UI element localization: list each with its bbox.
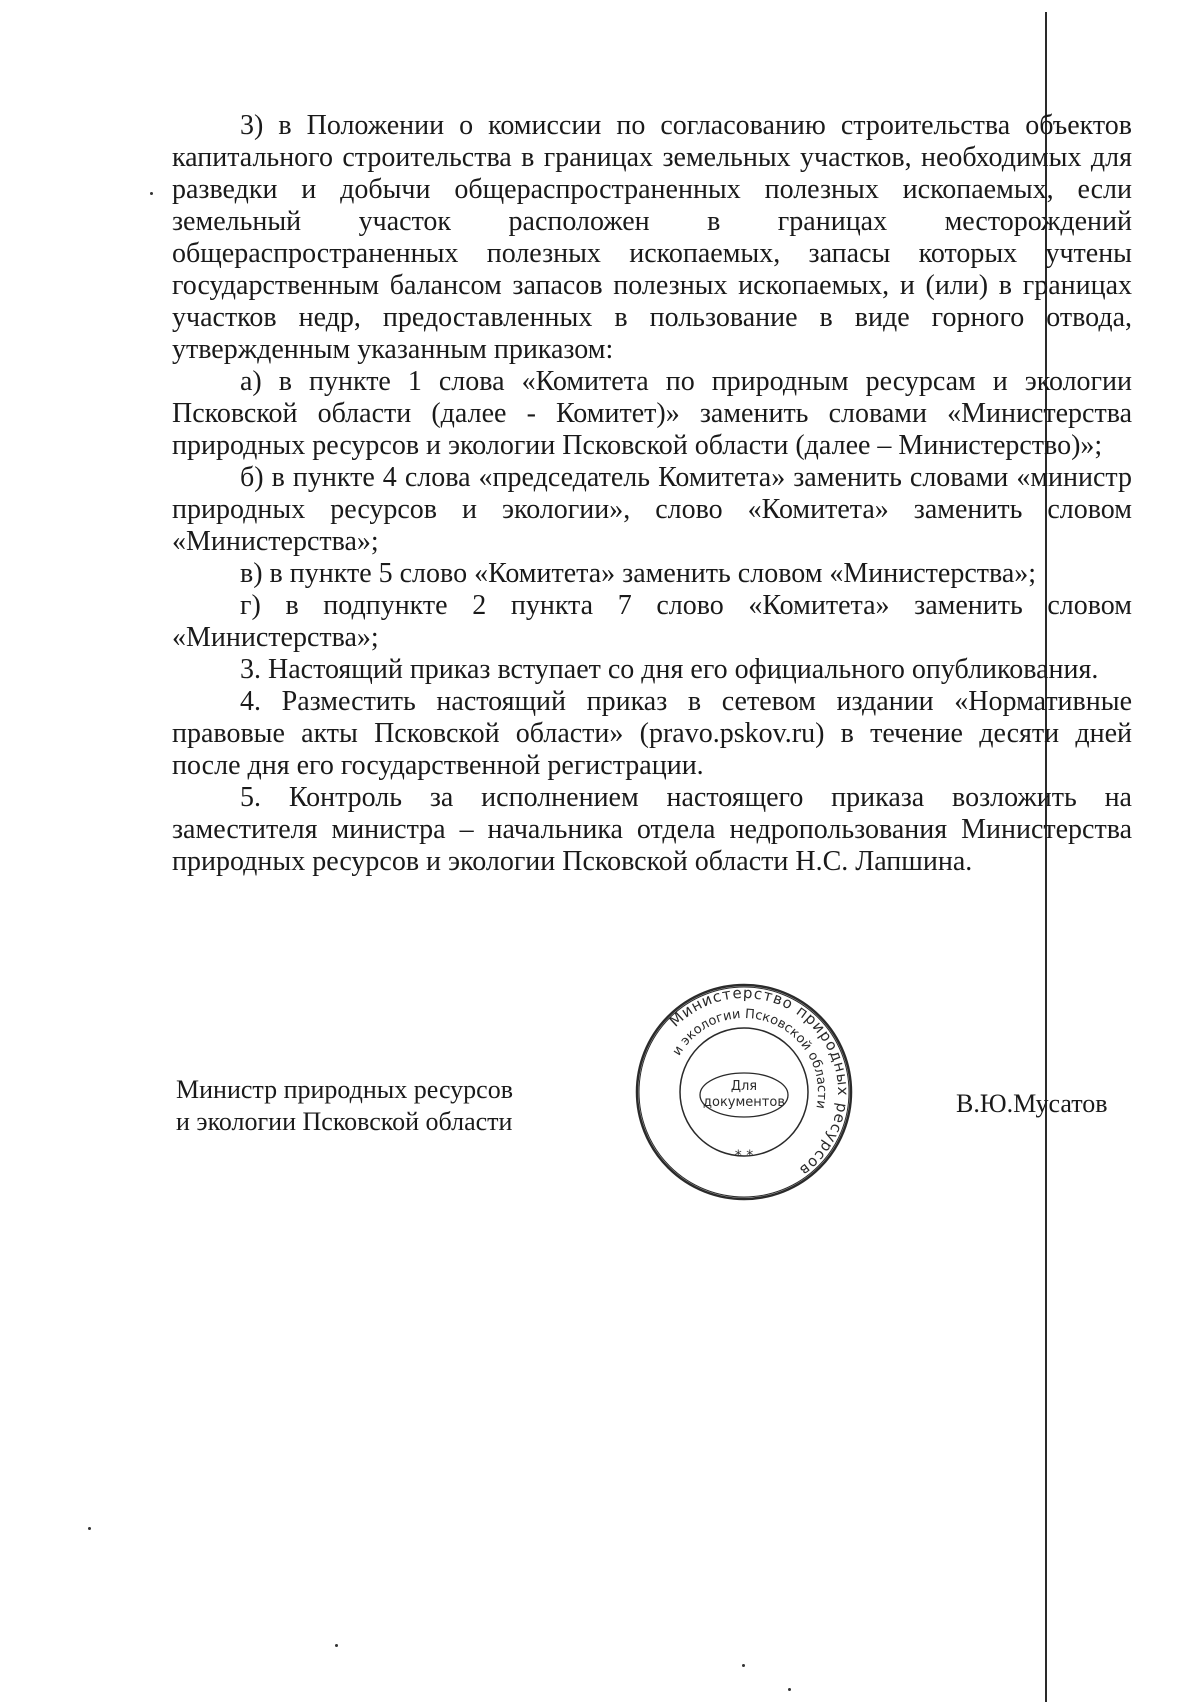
paragraph-subitem-g: г) в подпункте 2 пункта 7 слово «Комитета» заменить словом «Министерства»; (172, 590, 1132, 653)
scan-speck (88, 1527, 91, 1530)
document-body (172, 110, 1132, 878)
official-seal-stamp (634, 982, 854, 1202)
seal-inner-text: и экологии Псковской области (669, 1006, 830, 1110)
scan-speck (335, 1644, 338, 1647)
seal-stars: * * (734, 1148, 754, 1164)
signatory-title-line-2: и экологии Псковской области (176, 1107, 513, 1136)
paragraph-clause-4: 4. Разместить настоящий приказ в сетевом издании «Нормативные правовые акты Псковской области» (pravo.pskov.ru) в течение десяти дней после дня его государственной регистрации. (172, 686, 1132, 781)
paragraph-clause-5: 5. Контроль за исполнением настоящего приказа возложить на заместителя министра – начальника отдела недропользования Министерства природных ресурсов и экологии Псковской области Н.С. Лапшина. (172, 782, 1132, 877)
paragraph-subitem-v: в) в пункте 5 слово «Комитета» заменить словом «Министерства»; (240, 558, 1037, 589)
signatory-title-line-1: Министр природных ресурсов (176, 1075, 513, 1104)
seal-outer-text: Министерство природных ресурсов (665, 983, 853, 1181)
seal-center-line-1: Для (730, 1079, 758, 1094)
paragraph-clause-3: 3. Настоящий приказ вступает со дня его официального опубликования. (240, 654, 1099, 685)
seal-center-line-2: документов (703, 1095, 785, 1110)
paragraph-subitem-a: а) в пункте 1 слова «Комитета по природным ресурсам и экологии Псковской области (далее - Комитет)» заменить словами «Министерства природных ресурсов и экологии Псковской области (далее – Министерство)»; (172, 366, 1132, 461)
signatory-title (176, 1074, 513, 1138)
paragraph-item-3: 3) в Положении о комиссии по согласованию строительства объектов капитального строительства в границах земельных участков, необходимых для разведки и добычи общераспространенных полезных ископаемых, если земельный участок расположен в границах месторождений общераспространенных полезных ископаемых, запасы которых учтены государственным балансом запасов полезных ископаемых, и (или) в границах участков недр, предоставленных в пользование в виде горного отвода, утвержденным указанным приказом: (172, 110, 1132, 365)
paragraph-subitem-b: б) в пункте 4 слова «председатель Комитета» заменить словами «министр природных ресурсов и экологии», слово «Комитета» заменить словом «Министерства»; (172, 462, 1132, 557)
signatory-name: В.Ю.Мусатов (956, 1089, 1108, 1118)
scan-speck (788, 1688, 791, 1691)
scan-speck (150, 192, 153, 195)
scan-speck (742, 1664, 745, 1667)
